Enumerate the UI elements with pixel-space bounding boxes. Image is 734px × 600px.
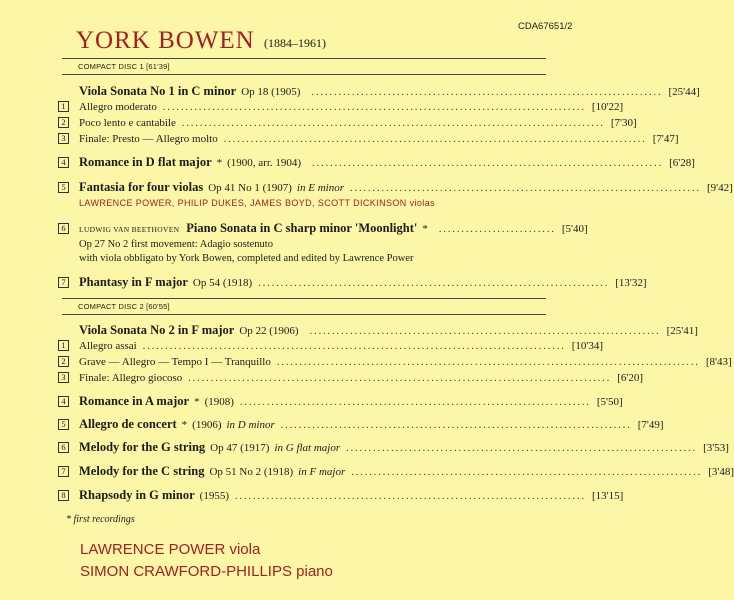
catalogue-number: CDA67651/2	[518, 21, 573, 32]
disc1-heading: COMPACT DISC 1 [61'39]	[78, 62, 170, 71]
composer-dates: (1884–1961)	[264, 36, 326, 50]
track-time: [3'48]	[708, 466, 734, 478]
track-time: [7'47]	[652, 133, 679, 145]
dot-leader: ..............................................................................	[280, 420, 632, 431]
track-number: 4	[58, 157, 69, 168]
track-title: Romance in A major	[79, 394, 190, 408]
track-row	[58, 180, 733, 196]
work-time: [25'44]	[668, 86, 700, 98]
track-key: in E minor	[296, 182, 344, 194]
track-row	[58, 101, 624, 117]
work-title: Viola Sonata No 2 in F major	[79, 323, 235, 337]
track-number: 8	[58, 490, 69, 501]
track-note-line: with viola obbligato by York Bowen, completed and edited by Lawrence Power	[79, 253, 414, 264]
dot-leader: ..............................................................................................	[188, 373, 612, 384]
composer-name: YORK BOWEN	[76, 27, 255, 54]
track-row	[58, 464, 734, 480]
track-number: 3	[58, 372, 69, 383]
track-time: [3'53]	[703, 442, 729, 454]
track-title: Melody for the C string	[79, 464, 205, 478]
track-detail: (1906)	[192, 419, 222, 431]
work-detail: Op 22 (1906)	[239, 325, 299, 337]
track-time: [10'34]	[571, 340, 604, 352]
track-title: Rhapsody in G minor	[79, 488, 195, 502]
work-viola-sonata-1	[58, 84, 700, 100]
track-number: 1	[58, 101, 69, 112]
track-number: 6	[58, 442, 69, 453]
first-recording-star: *	[181, 419, 188, 431]
track-time: [13'15]	[591, 490, 624, 502]
track-detail: Op 54 (1918)	[192, 277, 253, 289]
track-number: 3	[58, 133, 69, 144]
track-row	[58, 275, 647, 291]
dot-leader: ..............................................................................	[309, 326, 661, 337]
movement-name: Allegro assai	[79, 340, 137, 352]
movement-name: Finale: Allegro giocoso	[79, 372, 183, 384]
track-row	[58, 221, 588, 237]
dot-leader: ..............................................................................	[311, 87, 663, 98]
track-number: 5	[58, 419, 69, 430]
artist-name: SIMON CRAWFORD-PHILLIPS	[80, 563, 292, 580]
track-detail: (1900, arr. 1904)	[227, 157, 302, 169]
track-row	[58, 488, 624, 504]
dot-leader: ..............................................................................	[346, 443, 698, 454]
track-time: [6'28]	[669, 157, 695, 169]
movement-name: Finale: Presto — Allegro molto	[79, 133, 218, 145]
track-time: [13'32]	[615, 277, 647, 289]
artist-name: LAWRENCE POWER	[80, 541, 226, 558]
track-row	[58, 356, 732, 372]
track-key: in G flat major	[274, 442, 341, 454]
track-row	[58, 155, 695, 171]
dot-leader: ..............................................................................	[312, 158, 664, 169]
movement-name: Poco lento e cantabile	[79, 117, 176, 129]
track-title: Piano Sonata in C sharp minor 'Moonlight'	[186, 221, 418, 235]
track-row	[58, 133, 679, 149]
track-time: [9'42]	[706, 182, 733, 194]
artist-line	[80, 563, 333, 580]
disc1-rule	[62, 58, 546, 59]
movement-name: Grave — Allegro — Tempo I — Tranquillo	[79, 356, 271, 368]
track-row	[58, 440, 729, 456]
track-time: [5'40]	[561, 223, 588, 235]
track-title: Melody for the G string	[79, 440, 206, 454]
track-time: [6'20]	[617, 372, 644, 384]
track-row	[58, 372, 644, 388]
track-row	[58, 417, 664, 433]
artist-line	[80, 541, 260, 558]
dot-leader: ..............................................................................................	[142, 341, 566, 352]
track-detail: Op 51 No 2 (1918)	[209, 466, 294, 478]
disc2-rule	[62, 298, 546, 299]
track-time: [5'50]	[596, 396, 623, 408]
disc1-rule-lower	[62, 74, 546, 75]
track-number: 4	[58, 396, 69, 407]
track-number: 5	[58, 182, 69, 193]
track-number: 1	[58, 340, 69, 351]
track-detail: (1908)	[204, 396, 234, 408]
dot-leader: ..............................................................................	[351, 467, 703, 478]
dot-leader: ..............................................................................	[258, 278, 610, 289]
track-note-line: Op 27 No 2 first movement: Adagio sostenuto	[79, 239, 273, 250]
track-row	[58, 394, 623, 410]
footnote: * first recordings	[66, 514, 135, 525]
movement-name: Allegro moderato	[79, 101, 157, 113]
track-number: 7	[58, 466, 69, 477]
track-row	[58, 117, 637, 133]
track-title: Phantasy in F major	[79, 275, 188, 289]
work-viola-sonata-2	[58, 323, 698, 339]
work-title: Viola Sonata No 1 in C minor	[79, 84, 237, 98]
artist-role: piano	[296, 563, 333, 580]
track-detail: Op 47 (1917)	[210, 442, 270, 454]
dot-leader: ..............................................................................................	[181, 118, 605, 129]
track-number: 2	[58, 356, 69, 367]
disc2-rule-lower	[62, 314, 546, 315]
dot-leader: ..............................................................................................	[223, 134, 647, 145]
work-detail: Op 18 (1905)	[241, 86, 301, 98]
dot-leader: ..............................................................................................	[162, 102, 586, 113]
disc2-heading: COMPACT DISC 2 [60'55]	[78, 302, 170, 311]
dot-leader: ..............................................................................	[234, 491, 586, 502]
track-key: in D minor	[226, 419, 275, 431]
track-time: [10'22]	[591, 101, 624, 113]
track-detail: (1955)	[199, 490, 229, 502]
dot-leader: ..............................................................................	[349, 183, 701, 194]
track-time: [7'30]	[610, 117, 637, 129]
track-composer: LUDWIG VAN BEETHOVEN	[79, 225, 180, 234]
dot-leader: ..........................	[438, 224, 556, 235]
track-key: in F major	[298, 466, 346, 478]
track-time: [8'43]	[705, 356, 732, 368]
track-number: 2	[58, 117, 69, 128]
first-recording-star: *	[194, 396, 200, 408]
dot-leader: ..............................................................................................	[276, 357, 700, 368]
track-time: [7'49]	[637, 419, 664, 431]
track-title: Romance in D flat major	[79, 155, 212, 169]
track-number: 6	[58, 223, 69, 234]
track-title: Allegro de concert	[79, 417, 177, 431]
track-row	[58, 340, 604, 356]
performers-line: LAWRENCE POWER, PHILIP DUKES, JAMES BOYD, SCOTT DICKINSON violas	[79, 198, 435, 208]
artist-role: viola	[229, 541, 261, 558]
dot-leader: ..............................................................................	[239, 397, 591, 408]
track-detail: Op 41 No 1 (1907)	[208, 182, 292, 194]
first-recording-star: *	[216, 157, 223, 169]
work-time: [25'41]	[666, 325, 698, 337]
track-number: 7	[58, 277, 69, 288]
first-recording-star: *	[422, 223, 428, 235]
track-title: Fantasia for four violas	[79, 180, 204, 194]
